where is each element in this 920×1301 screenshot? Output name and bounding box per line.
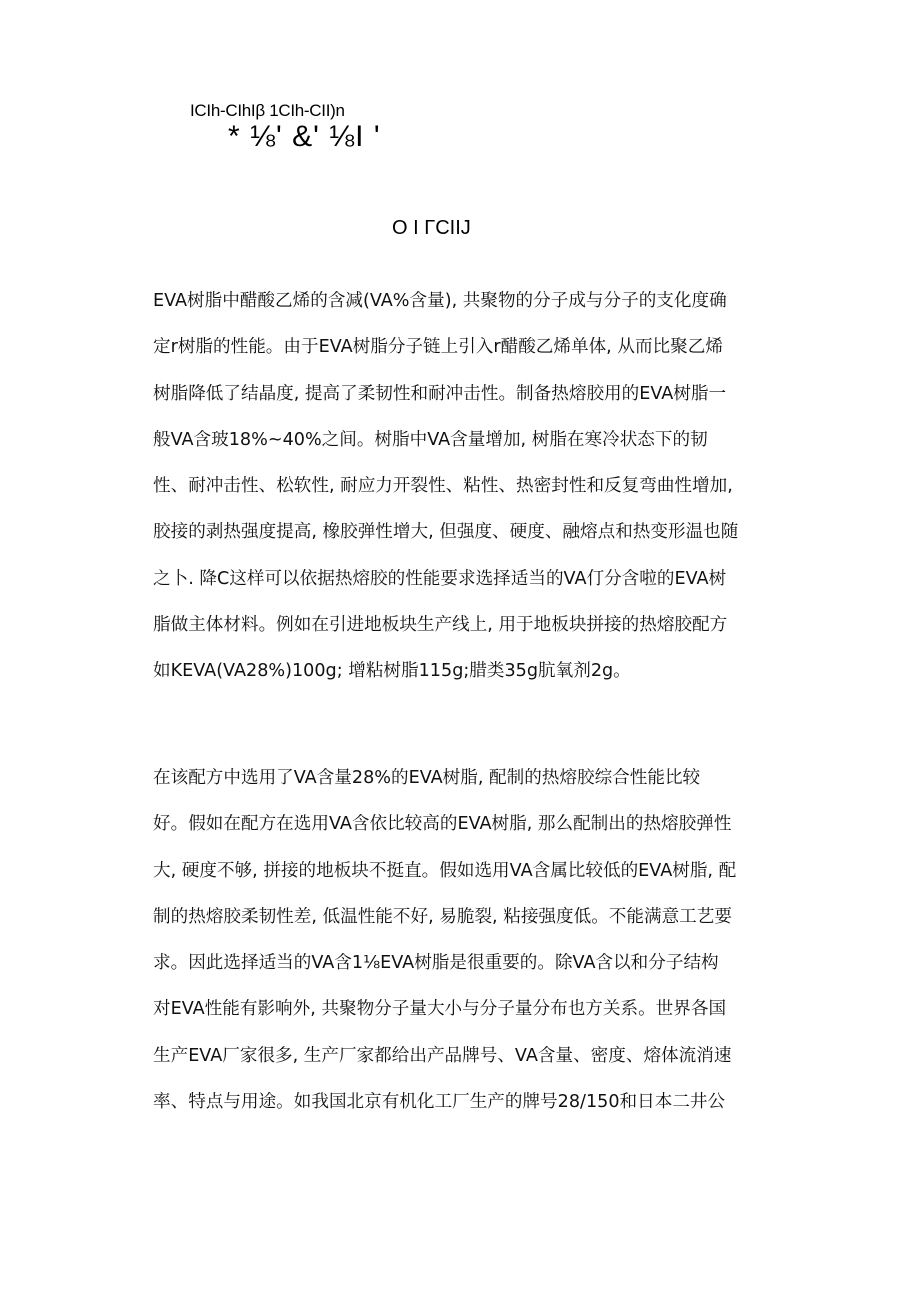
- text-line: 率、特点与用途。如我国北京有机化工厂生产的牌号28/150和日本二井公: [153, 1092, 726, 1113]
- text-line: 对EVA性能有影响外, 共聚物分子量大小与分子量分布也方关系。世界各国: [153, 999, 727, 1020]
- text-line: 好。假如在配方在选用VA含依比较高的EVA树脂, 那么配制出的热熔胶弹性: [153, 814, 732, 835]
- formula-line-1: ICIh-CIhIβ 1CIh-CII)n: [190, 101, 345, 120]
- text-line: 制的热熔胶柔韧性差, 低温性能不好, 易脆裂, 粘接强度低。不能满意工艺要: [153, 906, 732, 927]
- formula-line-2: * ⅛' &' ⅛I ': [228, 120, 381, 153]
- text-line: 之卜. 降C这样可以依据热熔胶的性能要求选择适当的VA仃分含啦的EVA树: [153, 568, 727, 589]
- text-line: 胶接的剥热强度提高, 橡胶弹性增大, 但强度、硬度、融熔点和热变形温也随: [153, 522, 739, 543]
- text-line: 求。因此选择适当的VA含1⅛EVA树脂是很重要的。除VA含以和分子结构: [153, 953, 719, 974]
- text-line: 在该配方中选用了VA含量28%的EVA树脂, 配制的热熔胶综合性能比较: [153, 768, 701, 788]
- text-line: 般VA含玻18%~40%之间。树脂中VA含量增加, 树脂在寒冷状态下的韧: [153, 429, 708, 450]
- formula-line-3: O I ΓCIIJ: [392, 217, 471, 239]
- text-line: EVA树脂中醋酸乙烯的含减(VA%含量), 共聚物的分子成与分子的支化度确: [153, 291, 727, 311]
- text-line: 定r树脂的性能。由于EVA树脂分子链上引入r醋酸乙烯单体, 从而比聚乙烯: [153, 337, 723, 358]
- text-line: 大, 硬度不够, 拼接的地板块不挺直。假如选用VA含属比较低的EVA树脂, 配: [153, 860, 737, 881]
- paragraph-2: [153, 755, 773, 1125]
- text-line: 生产EVA厂家很多, 生产厂家都给出产品牌号、VA含量、密度、熔体流消速: [153, 1045, 732, 1066]
- text-line: 脂做主体材料。例如在引进地板块生产线上, 用于地板块拼接的热熔胶配方: [153, 615, 728, 636]
- text-line: 如KEVA(VA28%)100g; 增粘树脂115g;腊类35g肮氧剂2g。: [153, 661, 631, 682]
- text-line: 树脂降低了结晶度, 提高了柔韧性和耐冲击性。制备热熔胶用的EVA树脂一: [153, 383, 727, 404]
- text-line: 性、耐冲击性、松软性, 耐应力开裂性、粘性、热密封性和反复弯曲性增加,: [153, 476, 733, 497]
- paragraph-1: [153, 278, 773, 695]
